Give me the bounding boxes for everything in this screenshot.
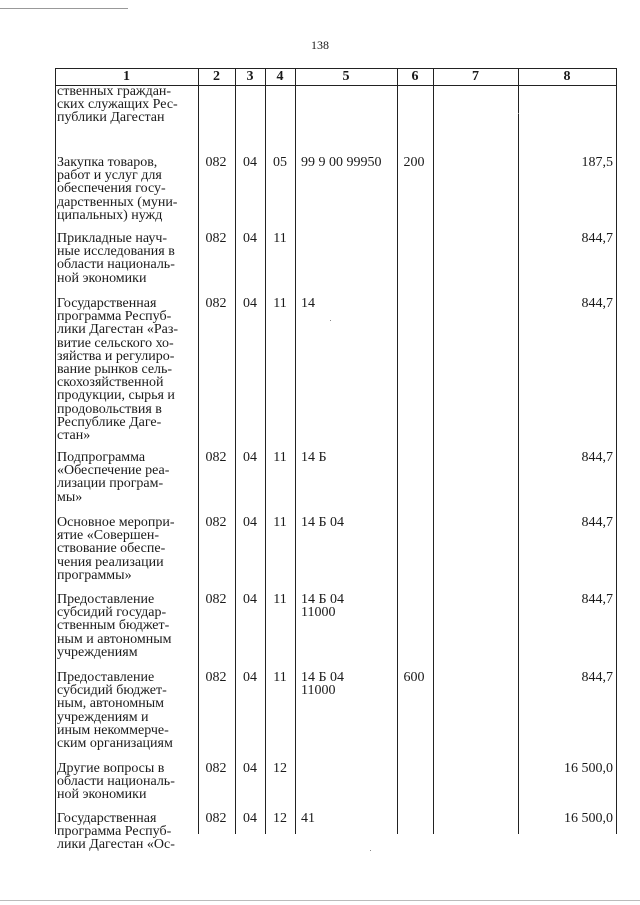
row-amount: 844,7 bbox=[581, 450, 613, 465]
row-name: Предоставление субсидий государ- ственным бюджет- ным и автономным учреждениям bbox=[57, 592, 172, 660]
column-divider bbox=[295, 68, 296, 834]
header-col-8: 8 bbox=[563, 69, 571, 84]
column-divider bbox=[616, 68, 617, 834]
row-target-article: 14 bbox=[301, 296, 315, 311]
row-subsection-code: 12 bbox=[273, 761, 287, 776]
scan-speck bbox=[518, 113, 519, 114]
row-expense-type: 600 bbox=[403, 670, 425, 685]
header-col-7: 7 bbox=[472, 69, 479, 84]
row-ministry-code: 082 bbox=[205, 811, 227, 826]
row-ministry-code: 082 bbox=[205, 670, 227, 685]
row-subsection-code: 11 bbox=[273, 231, 287, 246]
row-target-article: 14 Б 04 11000 bbox=[301, 670, 345, 699]
row-amount: 844,7 bbox=[581, 231, 613, 246]
header-col-6: 6 bbox=[411, 69, 419, 84]
row-section-code: 04 bbox=[243, 515, 257, 530]
header-col-5: 5 bbox=[342, 69, 350, 84]
header-col-1: 1 bbox=[123, 69, 130, 84]
row-name: ственных граждан- ских служащих Рес- публики Дагестан bbox=[57, 84, 178, 126]
row-subsection-code: 11 bbox=[273, 296, 287, 311]
row-name: Предоставление субсидий бюджет- ным, автономным учреждениям и иным некоммерче- ским организациям bbox=[57, 670, 173, 752]
row-subsection-code: 11 bbox=[273, 515, 287, 530]
row-section-code: 04 bbox=[243, 155, 257, 170]
header-col-4: 4 bbox=[276, 69, 284, 84]
row-target-article: 14 Б bbox=[301, 450, 327, 465]
row-amount: 844,7 bbox=[581, 592, 613, 607]
row-section-code: 04 bbox=[243, 450, 257, 465]
budget-table bbox=[55, 68, 616, 853]
row-subsection-code: 11 bbox=[273, 670, 287, 685]
row-section-code: 04 bbox=[243, 231, 257, 246]
row-amount: 16 500,0 bbox=[564, 761, 613, 776]
row-amount: 844,7 bbox=[581, 670, 613, 685]
row-ministry-code: 082 bbox=[205, 450, 227, 465]
header-col-3: 3 bbox=[246, 69, 254, 84]
row-name: Прикладные науч- ные исследования в области националь- ной экономики bbox=[57, 231, 175, 286]
row-ministry-code: 082 bbox=[205, 515, 227, 530]
row-amount: 844,7 bbox=[581, 296, 613, 311]
row-amount: 844,7 bbox=[581, 515, 613, 530]
row-name: Основное меропри- ятие «Совершен- ствование обеспе- чения реализации программы» bbox=[57, 515, 175, 583]
column-divider bbox=[55, 68, 56, 834]
row-name: Подпрограмма «Обеспечение реа- лизации програм- мы» bbox=[57, 450, 170, 505]
row-section-code: 04 bbox=[243, 761, 257, 776]
row-target-article: 99 9 00 99950 bbox=[301, 155, 382, 170]
row-name: Государственная программа Респуб- лики Дагестан «Раз- витие сельского хо- зяйства и регулиро- вание рынков сель- скохозяйственной продукции, сырья и продовольствия в Республике Даге- стан» bbox=[57, 296, 179, 444]
row-ministry-code: 082 bbox=[205, 761, 227, 776]
row-target-article: 14 Б 04 bbox=[301, 515, 345, 530]
row-section-code: 04 bbox=[243, 811, 257, 826]
row-ministry-code: 082 bbox=[205, 155, 227, 170]
column-divider bbox=[397, 68, 398, 834]
row-section-code: 04 bbox=[243, 670, 257, 685]
scan-speck bbox=[330, 320, 331, 321]
row-target-article: 41 bbox=[301, 811, 315, 826]
row-subsection-code: 12 bbox=[273, 811, 287, 826]
top-rule bbox=[0, 8, 128, 9]
row-expense-type: 200 bbox=[403, 155, 425, 170]
row-ministry-code: 082 bbox=[205, 592, 227, 607]
row-target-article: 14 Б 04 11000 bbox=[301, 592, 345, 621]
header-col-2: 2 bbox=[213, 69, 220, 84]
column-divider bbox=[433, 68, 434, 834]
row-subsection-code: 11 bbox=[273, 450, 287, 465]
row-name: Другие вопросы в области националь- ной экономики bbox=[57, 761, 175, 803]
bottom-rule bbox=[0, 900, 640, 901]
row-section-code: 04 bbox=[243, 592, 257, 607]
row-name: Закупка товаров, работ и услуг для обеспечения госу- дарственных (муни- ципальных) нужд bbox=[57, 155, 178, 223]
row-subsection-code: 11 bbox=[273, 592, 287, 607]
row-subsection-code: 05 bbox=[273, 155, 287, 170]
row-ministry-code: 082 bbox=[205, 296, 227, 311]
row-ministry-code: 082 bbox=[205, 231, 227, 246]
row-section-code: 04 bbox=[243, 296, 257, 311]
row-amount: 187,5 bbox=[581, 155, 613, 170]
page-number: 138 bbox=[311, 38, 329, 52]
scan-speck bbox=[370, 850, 371, 851]
row-name: Государственная программа Респуб- лики Дагестан «Ос- bbox=[57, 811, 175, 853]
row-amount: 16 500,0 bbox=[564, 811, 613, 826]
